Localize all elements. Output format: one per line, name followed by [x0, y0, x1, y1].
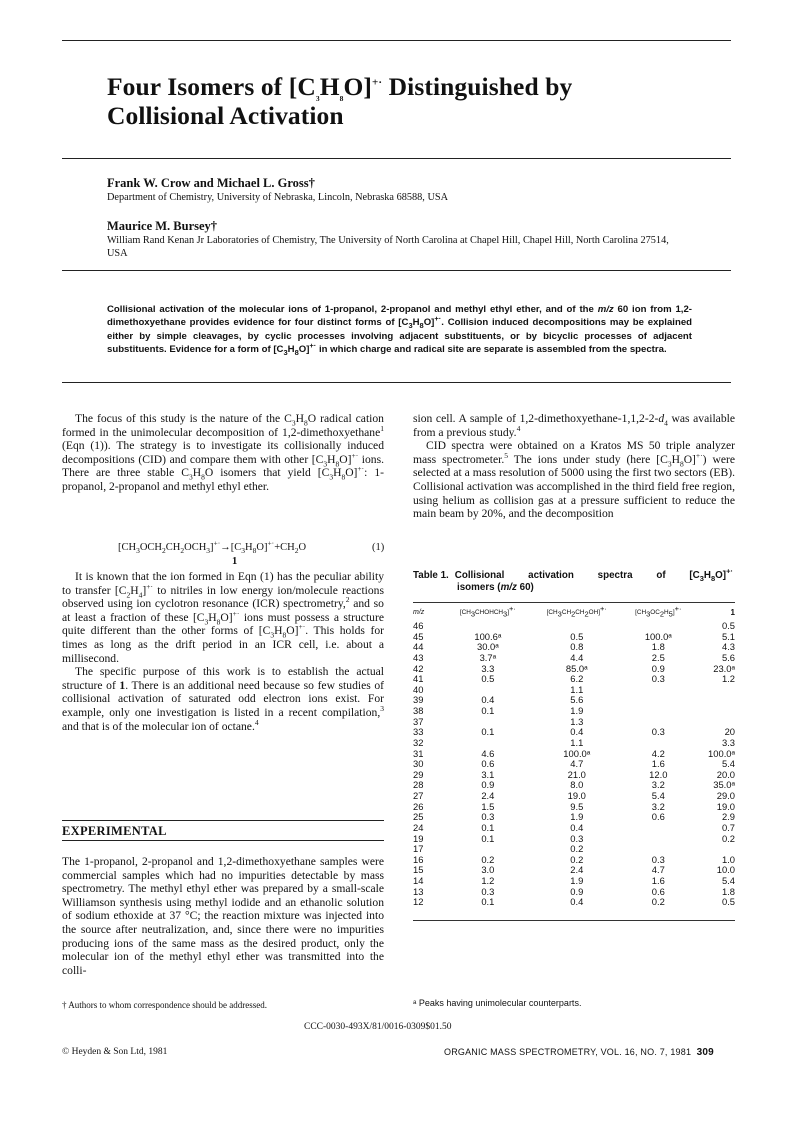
- value-cell: 1.0: [721, 853, 735, 865]
- table-header-row: [413, 606, 735, 621]
- value-cell: 0.7: [721, 821, 735, 833]
- column-header: $[CH_3OC_2H_5]^{+\cdot}$: [635, 603, 682, 619]
- value-cell: 1.9: [570, 875, 584, 886]
- page-number: 309: [696, 1047, 714, 1058]
- value-cell: 0.4: [570, 726, 584, 738]
- value-cell: 0.6: [651, 885, 665, 897]
- value-cell: 1.2: [721, 673, 735, 685]
- value-cell: 2.5: [651, 651, 665, 663]
- value-cell: 5.6: [570, 694, 584, 706]
- value-cell: 0.5: [570, 630, 584, 642]
- copyright: © Heyden & Son Ltd, 1981: [62, 1047, 168, 1057]
- value-cell: 2.4: [570, 864, 584, 876]
- mz-cell: 28: [413, 779, 424, 791]
- value-cell: 19.0: [716, 800, 735, 812]
- table-top-rule: [413, 602, 735, 603]
- value-cell: 5.1: [721, 630, 735, 642]
- affiliation-2: William Rand Kenan Jr Laboratories of Chemistry, The University of North Carolina at Chapel Hill, Chapel Hill, North Carolina 27514, USA: [107, 235, 669, 259]
- mz-cell: 31: [413, 747, 424, 759]
- value-cell: 0.5: [721, 620, 735, 631]
- value-cell: 20: [724, 726, 735, 738]
- value-cell: 0.5: [721, 896, 735, 908]
- mz-cell: 42: [413, 662, 424, 674]
- value-cell: 3.3: [481, 662, 495, 674]
- value-cell: 1.1: [570, 736, 584, 748]
- section-rule-bottom: [62, 840, 384, 841]
- value-cell: 0.1: [481, 705, 495, 716]
- value-cell: 0.9: [651, 662, 665, 674]
- mz-cell: 24: [413, 821, 424, 833]
- value-cell: 12.0: [649, 768, 668, 780]
- mz-cell: 40: [413, 683, 424, 695]
- table-row: [413, 823, 735, 834]
- value-cell: 3.3: [721, 736, 735, 748]
- column-header: $[CH_3CHOHCH_3]^{+\cdot}$: [459, 603, 516, 619]
- mz-cell: 15: [413, 864, 424, 876]
- value-cell: 5.4: [721, 875, 735, 886]
- authors-rule: [62, 270, 731, 271]
- column-header: m/z: [413, 609, 425, 616]
- mz-cell: 27: [413, 790, 424, 801]
- value-cell: 100.0ᵃ: [563, 747, 591, 759]
- experimental-text: The 1-propanol, 2-propanol and 1,2-dimethoxyethane samples were commercial samples which had no impurities detectable by mass spectrometry. The methyl ethyl ether was prepared by a small-scale Williamson synthesis using methyl iodide and an ethanolic solution of sodium ethoxide at 37 °C; the reaction mixture was injected into the source after neutralization, and, since there were no impurities producing ions of the same mass as the desired product, only the molecular ion of the methyl ethyl ether was transmitted into the colli-: [62, 855, 384, 977]
- value-cell: 1.8: [721, 885, 735, 897]
- value-cell: 35.0ᵃ: [713, 779, 735, 791]
- value-cell: 5.4: [721, 758, 735, 770]
- table-bottom-rule: [413, 920, 735, 921]
- value-cell: 100.0ᵃ: [708, 747, 735, 759]
- intro-column-top: The focus of this study is the nature of the $C_3H_8O$ radical cation formed in the unimolecular decomposition of 1,2-dimethoxyethane$^1$ (Eqn (1)). The strategy is to investigate its collisionally induced decompositions (CID) and compare them with other $[C_3H_8O]^{+\cdot}$ ions. There are three stable $C_3H_8O$ isomers that yield $[C_3H_8O]^{+\cdot}$: 1-propanol, 2-propanol and methyl ethyl ether.: [62, 412, 385, 493]
- value-cell: [623, 738, 694, 749]
- column-header: $[CH_3CH_2CH_2OH]^{+\cdot}$: [546, 603, 607, 619]
- affiliation-1: Department of Chemistry, University of Nebraska, Lincoln, Nebraska 68588, USA: [107, 192, 449, 203]
- mz-cell: 19: [413, 832, 424, 844]
- author-footnote: † Authors to whom correspondence should be addressed.: [62, 1000, 267, 1010]
- value-cell: [694, 706, 735, 717]
- compound-label: 1: [232, 556, 238, 567]
- value-cell: [623, 823, 694, 834]
- value-cell: 100.0ᵃ: [644, 630, 672, 642]
- value-cell: 1.2: [481, 875, 495, 886]
- mz-cell: 46: [413, 620, 424, 631]
- value-cell: 100.6ᵃ: [474, 630, 502, 642]
- section-heading: EXPERIMENTAL: [62, 824, 167, 838]
- value-cell: 0.2: [651, 896, 665, 908]
- value-cell: 9.5: [570, 800, 584, 812]
- value-cell: 1.6: [651, 758, 665, 770]
- abstract-rule: [62, 382, 731, 383]
- value-cell: 0.3: [570, 832, 584, 844]
- value-cell: 6.2: [570, 673, 584, 685]
- equation-number: (1): [372, 542, 385, 553]
- value-cell: 0.2: [721, 832, 735, 844]
- mz-cell: 43: [413, 651, 424, 663]
- value-cell: 1.9: [570, 811, 584, 823]
- value-cell: 4.7: [570, 758, 584, 770]
- value-cell: 0.3: [651, 673, 665, 685]
- value-cell: 3.7ᵃ: [479, 651, 497, 663]
- value-cell: 0.4: [481, 694, 495, 706]
- mz-cell: 38: [413, 705, 424, 716]
- value-cell: [623, 695, 694, 706]
- value-cell: 4.3: [721, 641, 735, 653]
- value-cell: 3.1: [481, 768, 495, 780]
- table-row: [413, 897, 735, 908]
- value-cell: 0.4: [570, 821, 584, 833]
- value-cell: [445, 738, 531, 749]
- mz-cell: 41: [413, 673, 424, 685]
- value-cell: 0.1: [481, 726, 495, 738]
- mz-cell: 33: [413, 726, 424, 738]
- value-cell: 21.0: [567, 768, 586, 780]
- value-cell: 19.0: [567, 790, 586, 801]
- table-row: [413, 653, 735, 664]
- table-footnote: ᵃ Peaks having unimolecular counterparts.: [413, 998, 582, 1008]
- cid-spectra-table: [413, 603, 735, 908]
- experimental-text-continued: sion cell. A sample of $1,2-dimethoxyethane-1,1,2-2-d_4$ was available from a previous study.$^4$ CID spectra were obtained on a Kratos MS 50 triple analyzer mass spectrometer.$^5$ The ions under study (here $[C_3H_8O]^{+\cdot}$) were selected at a mass resolution of 5000 using the first two sectors (EB). Collisional activation was accomplished in the third field free region, using helium as collision gas at a pressure sufficient to reduce the main beam by 20%, and the decomposition: [413, 412, 735, 521]
- value-cell: 5.4: [651, 790, 665, 801]
- value-cell: 2.4: [481, 790, 495, 801]
- value-cell: 1.9: [570, 705, 584, 716]
- value-cell: 1.5: [481, 800, 495, 812]
- value-cell: 10.0: [716, 864, 735, 876]
- value-cell: 5.6: [721, 651, 735, 663]
- value-cell: 0.8: [570, 641, 584, 653]
- top-rule: [62, 40, 731, 41]
- value-cell: 0.2: [481, 853, 495, 865]
- value-cell: 2.9: [721, 811, 735, 823]
- value-cell: 0.2: [570, 843, 584, 855]
- mz-cell: 14: [413, 875, 424, 886]
- column-header: 1: [730, 608, 735, 617]
- value-cell: 4.6: [481, 747, 495, 759]
- value-cell: 4.2: [651, 747, 665, 759]
- ccc-code: CCC-0030-493X/81/0016-0309$01.50: [304, 1022, 452, 1032]
- value-cell: 0.1: [481, 821, 495, 833]
- intro-column-middle: It is known that the ion formed in Eqn (1) has the peculiar ability to transfer $[C_2H_4]^{+\cdot}$ to nitriles in low energy ion/molecule reactions observed using ion cyclotron resonance (ICR) spectrometry,$^2$ and so at least a fraction of these $[C_3H_8O]^{+\cdot}$ ions must possess a structure quite different than the other forms of $[C_3H_8O]^{+\cdot}$. This holds for times as long as the drift period in an ICR cell, i.e. about a millisecond. The specific purpose of this work is to establish the actual structure of 1. There is an additional need because so few studies of collisional activation of saturated odd electron ions exist. For example, only one investigation is listed in a recent compilation,$^3$ and that is of the molecular ion of octane.$^4$: [62, 570, 385, 733]
- value-cell: 1.6: [651, 875, 665, 886]
- author-line-1: Frank W. Crow and Michael L. Gross†: [107, 176, 315, 190]
- value-cell: 0.3: [651, 853, 665, 865]
- mz-cell: 16: [413, 853, 424, 865]
- table-caption: Table 1. Collisional activation spectra of $[C_3H_8O]^{+\cdot}$ isomers (m/z 60): [413, 566, 733, 593]
- value-cell: 0.2: [570, 853, 584, 865]
- value-cell: 4.4: [570, 651, 584, 663]
- value-cell: 85.0ᵃ: [565, 662, 588, 674]
- equation-1: $[CH_3OCH_2CH_2OCH_3]^{+\cdot}\to[C_3H_8O]^{+\cdot}+CH_2O$: [118, 538, 307, 556]
- mz-cell: 39: [413, 694, 424, 706]
- mz-cell: 37: [413, 715, 424, 727]
- value-cell: 0.1: [481, 832, 495, 844]
- mz-cell: 17: [413, 843, 424, 855]
- title-rule: [62, 158, 731, 159]
- mz-cell: 45: [413, 630, 424, 642]
- mz-cell: 32: [413, 736, 424, 748]
- value-cell: 1.1: [570, 683, 584, 695]
- value-cell: 0.3: [481, 885, 495, 897]
- mz-cell: 26: [413, 800, 424, 812]
- table-row: [413, 738, 735, 749]
- value-cell: 3.0: [481, 864, 495, 876]
- value-cell: 0.6: [651, 811, 665, 823]
- paper-title: Four Isomers of $[C_3H_8O]^{+\cdot}$ Distinguished by Collisional Activation: [107, 72, 573, 130]
- value-cell: 8.0: [570, 779, 584, 791]
- mz-cell: 30: [413, 758, 424, 770]
- value-cell: [694, 685, 735, 696]
- value-cell: 1.8: [651, 641, 665, 653]
- value-cell: 0.9: [570, 885, 584, 897]
- value-cell: 30.0ᵃ: [476, 641, 499, 653]
- value-cell: 0.6: [481, 758, 495, 770]
- mz-cell: 44: [413, 641, 424, 653]
- journal-footer: ORGANIC MASS SPECTROMETRY, VOL. 16, NO. 7, 1981 309: [444, 1047, 714, 1058]
- value-cell: 4.7: [651, 864, 665, 876]
- value-cell: [623, 685, 694, 696]
- value-cell: 0.1: [481, 896, 495, 908]
- value-cell: 0.3: [481, 811, 495, 823]
- value-cell: 3.2: [651, 779, 665, 791]
- mz-cell: 13: [413, 885, 424, 897]
- value-cell: [694, 695, 735, 706]
- value-cell: 0.9: [481, 779, 495, 791]
- value-cell: 0.4: [570, 896, 584, 908]
- value-cell: 29.0: [716, 790, 735, 801]
- value-cell: 0.3: [651, 726, 665, 738]
- value-cell: 0.5: [481, 673, 495, 685]
- author-line-2: Maurice M. Bursey†: [107, 219, 218, 233]
- mz-cell: 25: [413, 811, 424, 823]
- mz-cell: 29: [413, 768, 424, 780]
- mz-cell: 12: [413, 896, 424, 908]
- value-cell: 20.0: [716, 768, 735, 780]
- value-cell: [623, 706, 694, 717]
- value-cell: [623, 834, 694, 845]
- section-rule-top: [62, 820, 384, 821]
- value-cell: 3.2: [651, 800, 665, 812]
- value-cell: 23.0ᵃ: [713, 662, 735, 674]
- abstract: Collisional activation of the molecular ions of 1-propanol, 2-propanol and methyl ethyl ether, and of the m/z 60 ion from 1,2-dimethoxyethane provides evidence for four distinct forms of $[C_3H_8O]^{+\cdot}$. Collision induced decompositions may be explained either by simple cleavages, by cyclic processes involving adjacent substituents, or by bicyclic processes of adjacent substituents. Evidence for a form of $[C_3H_8O]^{+\cdot}$ in which charge and radical site are separate is assembled from the spectra.: [107, 304, 693, 357]
- value-cell: 1.3: [570, 715, 584, 727]
